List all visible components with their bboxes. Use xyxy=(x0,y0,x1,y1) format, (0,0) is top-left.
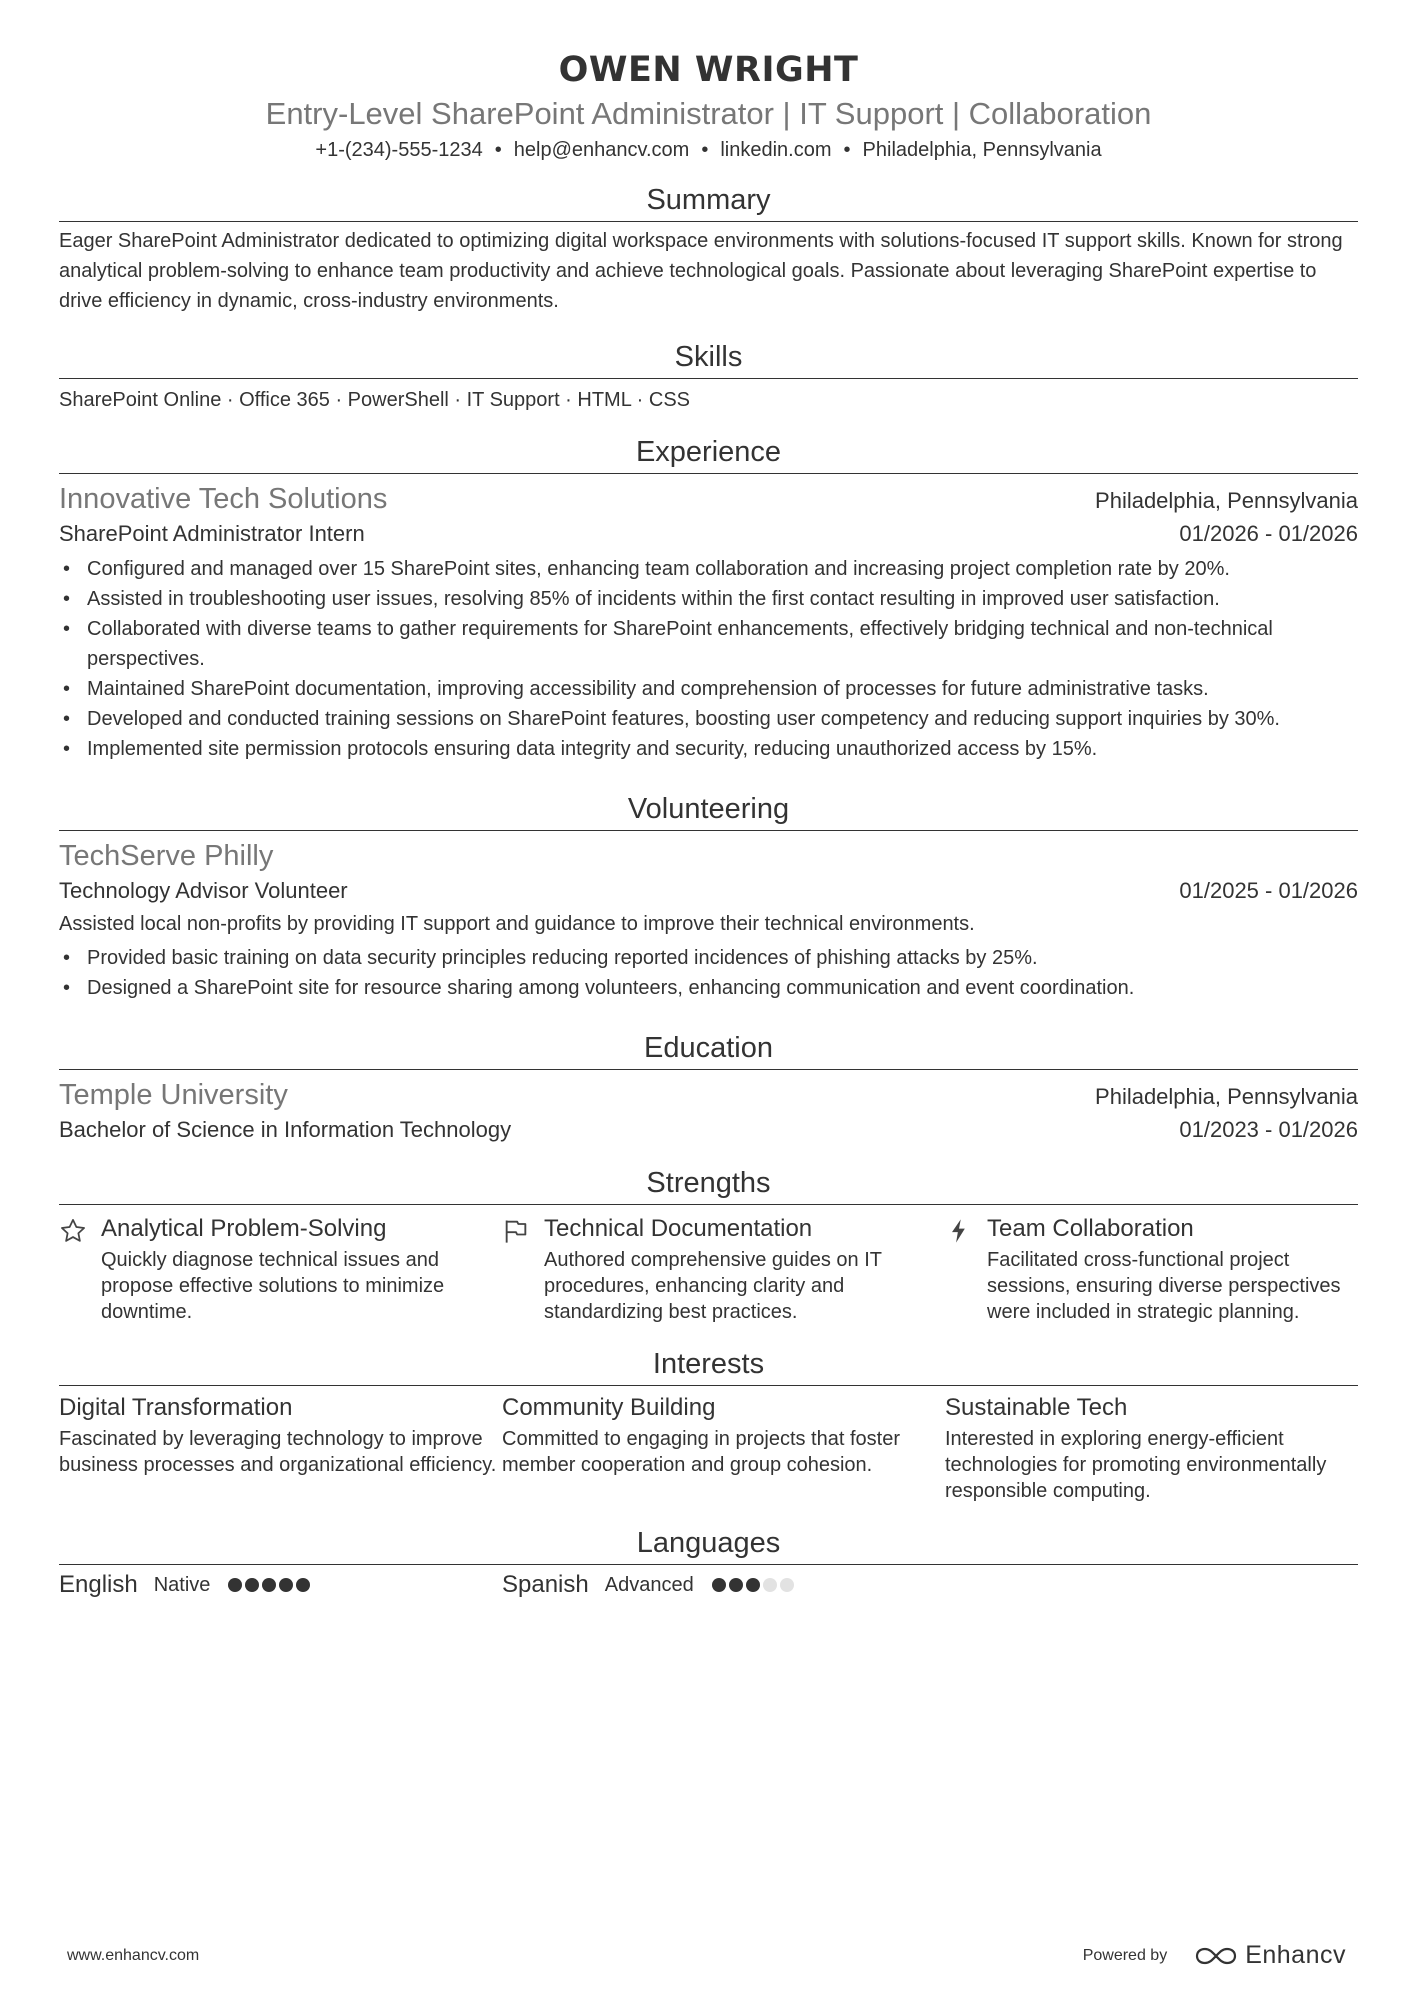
experience-location: Philadelphia, Pennsylvania xyxy=(1095,488,1358,513)
interest-item xyxy=(502,1392,945,1504)
interest-title: Community Building xyxy=(502,1394,716,1421)
strength-desc: Quickly diagnose technical issues and propose effective solutions to minimize downtime. xyxy=(101,1249,445,1323)
rating-dot-filled xyxy=(729,1578,743,1592)
strength-title: Team Collaboration xyxy=(987,1215,1194,1242)
strength-desc: Facilitated cross-functional project sessions, ensuring diverse perspectives were included in strategic planning. xyxy=(987,1249,1341,1323)
separator-dot: • xyxy=(701,139,709,161)
volunteering-org: TechServe Philly xyxy=(59,840,274,872)
footer-website[interactable]: www.enhancv.com xyxy=(67,1946,200,1964)
list-item: • Designed a SharePoint site for resource sharing among volunteers, enhancing communication and event coordination. xyxy=(87,973,1358,1003)
interest-item xyxy=(59,1392,502,1504)
interest-desc: Committed to engaging in projects that foster member cooperation and group cohesion. xyxy=(502,1428,900,1476)
section-title-experience: Experience xyxy=(59,433,1358,474)
rating-dot-filled xyxy=(245,1578,259,1592)
contact-line xyxy=(59,136,1358,164)
language-item xyxy=(59,1571,502,1599)
rating-dot-filled xyxy=(296,1578,310,1592)
interest-title: Sustainable Tech xyxy=(945,1394,1128,1421)
strengths-section xyxy=(59,1164,1358,1325)
separator-dot: • xyxy=(843,139,851,161)
education-dates: 01/2023 - 01/2026 xyxy=(1179,1117,1358,1142)
page-footer xyxy=(67,1941,1346,1970)
resume-page xyxy=(59,0,1358,1599)
infinity-logo-icon xyxy=(1193,1944,1239,1968)
rating-dot-empty xyxy=(763,1578,777,1592)
section-title-summary: Summary xyxy=(59,181,1358,222)
flag-icon xyxy=(502,1217,530,1245)
enhancv-logo[interactable] xyxy=(1193,1941,1346,1970)
experience-dates: 01/2026 - 01/2026 xyxy=(1179,521,1358,546)
skills-section xyxy=(59,338,1358,415)
experience-company: Innovative Tech Solutions xyxy=(59,483,388,515)
star-icon xyxy=(59,1217,87,1245)
volunteering-section xyxy=(59,790,1358,1003)
strength-title: Analytical Problem-Solving xyxy=(101,1215,387,1242)
interest-title: Digital Transformation xyxy=(59,1394,293,1421)
education-school: Temple University xyxy=(59,1079,288,1111)
rating-dot-filled xyxy=(228,1578,242,1592)
brand-name: Enhancv xyxy=(1245,1941,1346,1969)
interest-desc: Interested in exploring energy-efficient technologies for promoting environmentally responsible computing. xyxy=(945,1428,1327,1502)
powered-by-label: Powered by xyxy=(1082,1946,1168,1964)
experience-section xyxy=(59,433,1358,764)
languages-section xyxy=(59,1524,1358,1599)
skills-list: SharePoint Online · Office 365 · PowerShell · IT Support · HTML · CSS xyxy=(59,389,690,411)
candidate-name: OWEN WRIGHT xyxy=(558,50,859,90)
education-location: Philadelphia, Pennsylvania xyxy=(1095,1084,1358,1109)
email: help@enhancv.com xyxy=(513,139,690,161)
resume-header xyxy=(59,0,1358,164)
education-degree: Bachelor of Science in Information Technology xyxy=(59,1117,512,1142)
strength-desc: Authored comprehensive guides on IT procedures, enhancing clarity and standardizing best practices. xyxy=(544,1249,882,1323)
linkedin: linkedin.com xyxy=(720,139,832,161)
section-title-skills: Skills xyxy=(59,338,1358,379)
language-rating xyxy=(712,1578,797,1592)
rating-dot-filled xyxy=(279,1578,293,1592)
volunteering-dates: 01/2025 - 01/2026 xyxy=(1179,878,1358,903)
list-item: • Configured and managed over 15 SharePoint sites, enhancing team collaboration and increasing project completion rate by 20%. xyxy=(87,554,1358,584)
candidate-title: Entry-Level SharePoint Administrator | IT Support | Collaboration xyxy=(265,96,1152,131)
experience-bullets xyxy=(59,554,1358,764)
summary-section xyxy=(59,181,1358,316)
rating-dot-empty xyxy=(780,1578,794,1592)
section-title-interests: Interests xyxy=(59,1345,1358,1386)
list-item: • Implemented site permission protocols ensuring data integrity and security, reducing unauthorized access by 15%. xyxy=(87,734,1358,764)
list-item: • Maintained SharePoint documentation, improving accessibility and comprehension of processes for future administrative tasks. xyxy=(87,674,1358,704)
volunteering-bullets xyxy=(59,943,1358,1003)
list-item: • Provided basic training on data security principles reducing reported incidences of phishing attacks by 25%. xyxy=(87,943,1358,973)
strength-title: Technical Documentation xyxy=(544,1215,813,1242)
language-rating xyxy=(228,1578,313,1592)
separator-dot: • xyxy=(494,139,502,161)
phone: +1-(234)-555-1234 xyxy=(315,139,483,161)
language-name: Spanish xyxy=(502,1571,589,1598)
strength-item xyxy=(59,1213,502,1325)
section-title-languages: Languages xyxy=(59,1524,1358,1565)
education-section xyxy=(59,1029,1358,1146)
location: Philadelphia, Pennsylvania xyxy=(862,139,1102,161)
rating-dot-filled xyxy=(712,1578,726,1592)
strength-item xyxy=(945,1213,1358,1325)
list-item: • Developed and conducted training sessions on SharePoint features, boosting user competency and reducing support inquiries by 30%. xyxy=(87,704,1358,734)
rating-dot-filled xyxy=(746,1578,760,1592)
rating-dot-filled xyxy=(262,1578,276,1592)
volunteering-description: Assisted local non-profits by providing IT support and guidance to improve their technical environments. xyxy=(59,913,975,935)
lightning-icon xyxy=(945,1217,973,1245)
interest-item xyxy=(945,1392,1358,1504)
summary-text: Eager SharePoint Administrator dedicated to optimizing digital workspace environments with solutions-focused IT support skills. Known for strong analytical problem-solving to enhance team productivity and achieve technological goals. Passionate about leveraging SharePoint expertise to drive efficiency in dynamic, cross-industry environments. xyxy=(59,230,1343,312)
language-level: Advanced xyxy=(604,1573,694,1596)
list-item: • Collaborated with diverse teams to gather requirements for SharePoint enhancements, effectively bridging technical and non-technical perspectives. xyxy=(87,614,1358,674)
interests-section xyxy=(59,1345,1358,1504)
interest-desc: Fascinated by leveraging technology to improve business processes and organizational efficiency. xyxy=(59,1428,497,1476)
volunteering-role: Technology Advisor Volunteer xyxy=(59,878,348,903)
language-level: Native xyxy=(153,1573,211,1596)
language-name: English xyxy=(59,1571,138,1598)
section-title-strengths: Strengths xyxy=(59,1164,1358,1205)
section-title-volunteering: Volunteering xyxy=(59,790,1358,831)
strength-item xyxy=(502,1213,945,1325)
language-item xyxy=(502,1571,945,1599)
list-item: • Assisted in troubleshooting user issues, resolving 85% of incidents within the first contact resulting in improved user satisfaction. xyxy=(87,584,1358,614)
experience-role: SharePoint Administrator Intern xyxy=(59,521,365,546)
section-title-education: Education xyxy=(59,1029,1358,1070)
